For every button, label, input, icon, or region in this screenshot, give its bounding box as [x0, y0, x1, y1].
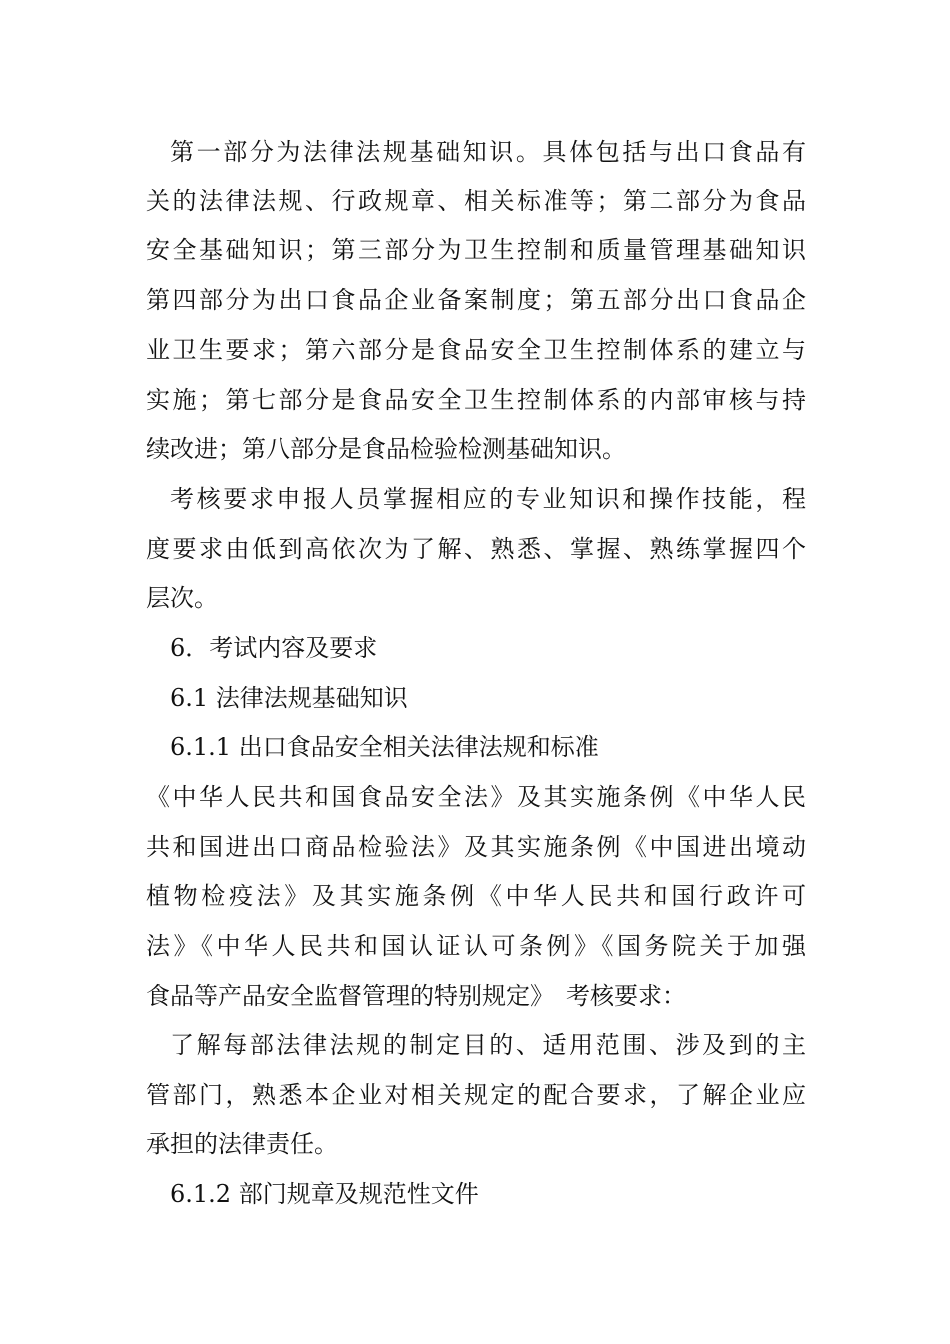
paragraph-line: 安全基础知识；第三部分为卫生控制和质量管理基础知识 [146, 236, 806, 264]
section-heading: 6．考试内容及要求 [170, 634, 378, 662]
section-heading: 6.1.1 出口食品安全相关法律法规和标准 [170, 733, 599, 761]
paragraph-line: 考核要求申报人员掌握相应的专业知识和操作技能，程 [170, 485, 806, 513]
section-heading: 6.1 法律法规基础知识 [170, 684, 408, 712]
paragraph-line: 续改进；第八部分是食品检验检测基础知识。 [146, 435, 626, 463]
paragraph-line: 第一部分为法律法规基础知识。具体包括与出口食品有 [170, 138, 806, 166]
paragraph-line: 法》《中华人民共和国认证认可条例》《国务院关于加强 [146, 932, 806, 960]
paragraph-line: 《中华人民共和国食品安全法》及其实施条例《中华人民 [146, 783, 806, 811]
paragraph-line: 度要求由低到高依次为了解、熟悉、掌握、熟练掌握四个 [146, 535, 806, 563]
paragraph-line: 食品等产品安全监督管理的特别规定》 考核要求： [146, 982, 686, 1010]
paragraph-line: 植物检疫法》及其实施条例《中华人民共和国行政许可 [146, 882, 806, 910]
paragraph-line: 实施；第七部分是食品安全卫生控制体系的内部审核与持 [146, 386, 806, 414]
paragraph-line: 关的法律法规、行政规章、相关标准等；第二部分为食品 [146, 187, 806, 215]
paragraph-line: 共和国进出口商品检验法》及其实施条例《中国进出境动 [146, 833, 806, 861]
section-heading: 6.1.2 部门规章及规范性文件 [170, 1180, 479, 1208]
paragraph-line: 业卫生要求；第六部分是食品安全卫生控制体系的建立与 [146, 336, 806, 364]
paragraph-line: 承担的法律责任。 [146, 1130, 338, 1158]
paragraph-line: 管部门，熟悉本企业对相关规定的配合要求，了解企业应 [146, 1081, 806, 1109]
paragraph-line: 了解每部法律法规的制定目的、适用范围、涉及到的主 [170, 1031, 806, 1059]
paragraph-line: 第四部分为出口食品企业备案制度；第五部分出口食品企 [146, 286, 806, 314]
paragraph-line: 层次。 [146, 584, 218, 612]
